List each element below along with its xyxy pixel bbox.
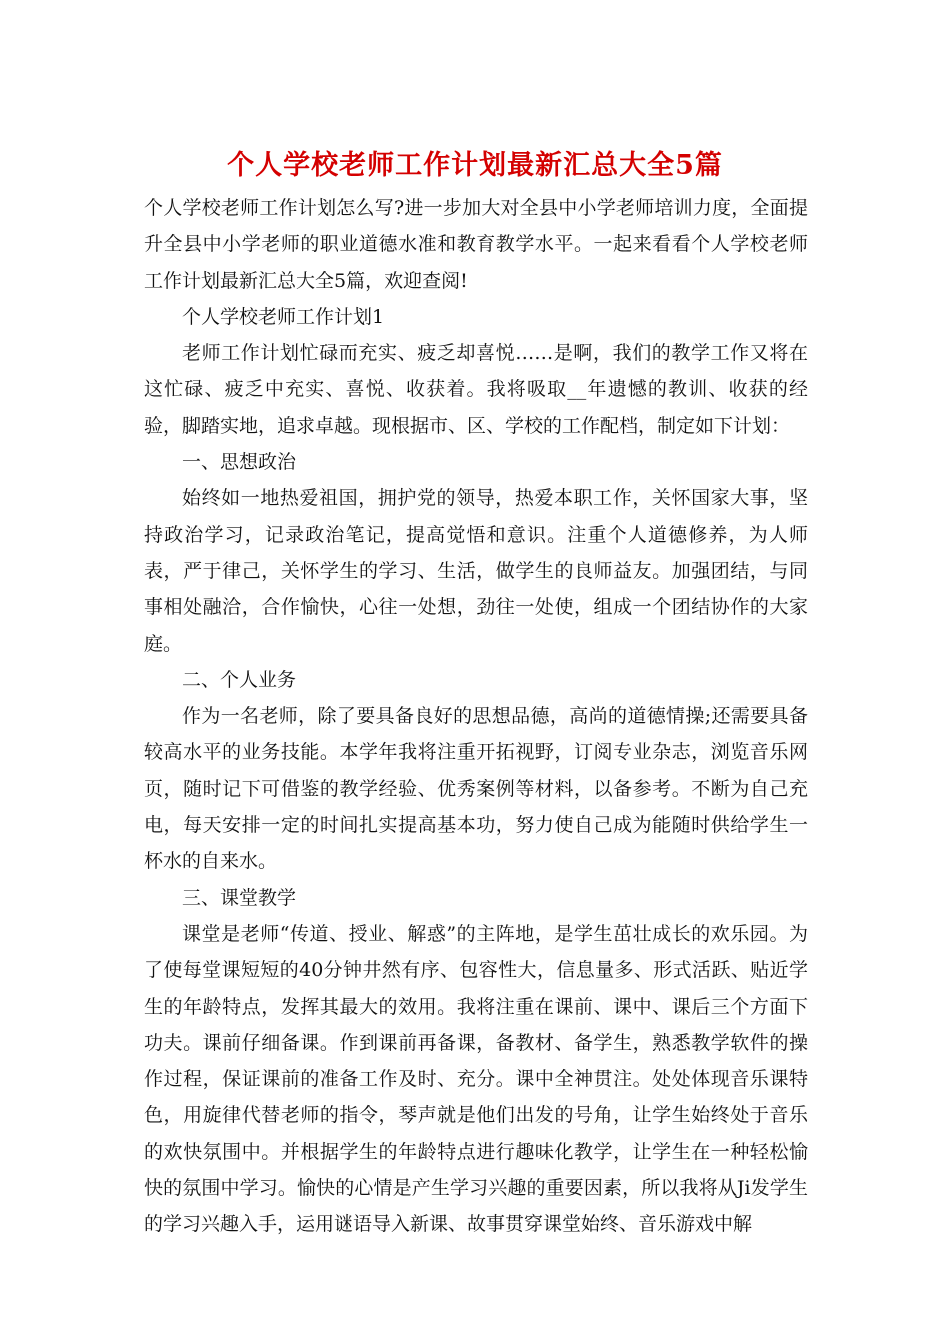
document-title: 个人学校老师工作计划最新汇总大全5篇 — [227, 150, 723, 181]
paragraph: 课堂是老师“传道、授业、解惑”的主阵地，是学生茁壮成长的欢乐园。为了使每堂课短短的40分钟井然有序、包容性大，信息量多、形式活跃、贴近学生的年龄特点，发挥其最大的效用。我将注重在课前、课中、课后三个方面下功夫。课前仔细备课。作到课前再备课，备教材、备学生，熟悉教学软件的操作过程，保证课前的准备工作及时、充分。课中全神贯注。处处体现音乐课特色，用旋律代替老师的指令，琴声就是他们出发的号角，让学生始终处于音乐的欢快氛围中。并根据学生的年龄特点进行趣味化教学，让学生在一种轻松愉快的氛围中学习。愉快的心情是产生学习兴趣的重要因素，所以我将从Ji发学生的学习兴趣入手，运用谜语导入新课、故事贯穿课堂始终、音乐游戏中解 — [144, 922, 808, 1236]
document-body — [144, 190, 808, 1243]
paragraph: 一、思想政治 — [182, 451, 297, 474]
paragraph: 三、课堂教学 — [182, 886, 297, 909]
paragraph: 个人学校老师工作计划怎么写?进一步加大对全县中小学老师培训力度，全面提升全县中小学老师的职业道德水准和教育教学水平。一起来看看个人学校老师工作计划最新汇总大全5篇，欢迎查阅! — [144, 197, 808, 292]
paragraph: 二、个人业务 — [182, 668, 297, 691]
paragraph: 个人学校老师工作计划1 — [182, 305, 385, 328]
paragraph: 作为一名老师，除了要具备良好的思想品德，高尚的道德情操;还需要具备较高水平的业务技能。本学年我将注重开拓视野，订阅专业杂志，浏览音乐网页，随时记下可借鉴的教学经验、优秀案例等材料，以备参考。不断为自己充电，每天安排一定的时间扎实提高基本功，努力使自己成为能随时供给学生一杯水的自来水。 — [144, 705, 808, 873]
paragraph: 始终如一地热爱祖国，拥护党的领导，热爱本职工作，关怀国家大事，坚持政治学习，记录政治笔记，提高觉悟和意识。注重个人道德修养，为人师表，严于律己，关怀学生的学习、生活，做学生的良师益友。加强团结，与同事相处融洽，合作愉快，心往一处想，劲往一处使，组成一个团结协作的大家庭。 — [144, 487, 808, 655]
paragraph: 老师工作计划忙碌而充实、疲乏却喜悦……是啊，我们的教学工作又将在这忙碌、疲乏中充实、喜悦、收获着。我将吸取__年遗憾的教训、收获的经验，脚踏实地，追求卓越。现根据市、区、学校的工作配档，制定如下计划： — [144, 342, 808, 437]
